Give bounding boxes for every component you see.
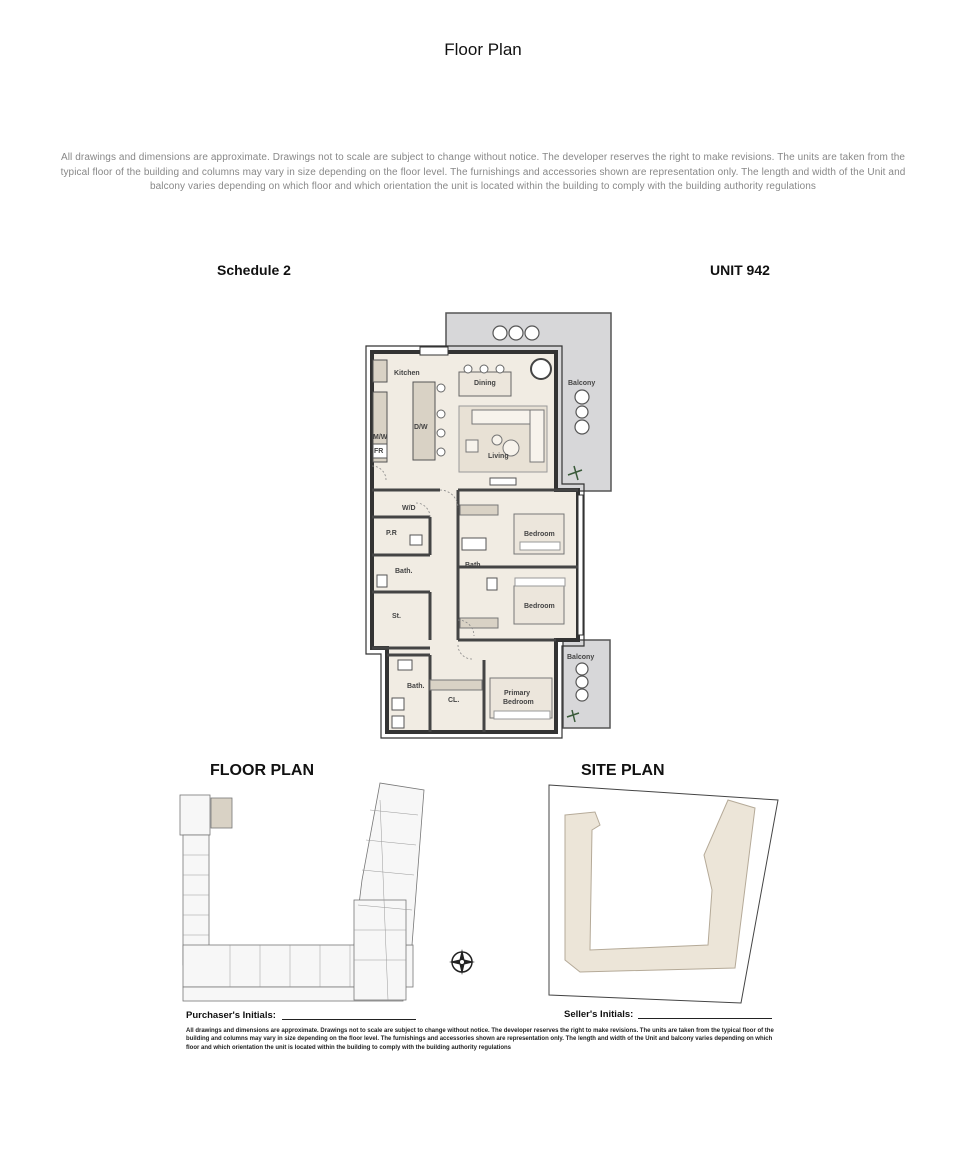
seller-initials-line[interactable] <box>638 1018 772 1019</box>
purchaser-initials-label: Purchaser's Initials: <box>186 1010 276 1021</box>
label-dw: D/W <box>414 424 428 431</box>
label-primary-1: Primary <box>504 690 531 697</box>
label-balcony-top: Balcony <box>568 380 596 387</box>
seller-initials-label: Seller's Initials: <box>564 1009 634 1020</box>
schedule-label: Schedule 2 <box>217 262 291 278</box>
label-living: Living <box>488 453 509 460</box>
page-title: Floor Plan <box>444 40 522 59</box>
label-bath-mid: Bath. <box>465 562 483 569</box>
label-dining: Dining <box>474 380 496 387</box>
floor-plan-heading: FLOOR PLAN <box>210 762 314 779</box>
label-pr: P.R <box>386 530 397 537</box>
unit-label: UNIT 942 <box>710 262 770 278</box>
purchaser-initials-line[interactable] <box>282 1019 416 1020</box>
label-kitchen: Kitchen <box>394 370 420 377</box>
label-bath-left: Bath. <box>395 568 413 575</box>
label-wd: W/D <box>402 505 416 512</box>
label-fr: FR <box>374 448 384 455</box>
label-bedroom-1: Bedroom <box>524 531 555 538</box>
label-bedroom-2: Bedroom <box>524 603 555 610</box>
disclaimer-top: All drawings and dimensions are approximate. Drawings not to scale are subject to change without notice. The developer reserves the right to make revisions. The units are taken from the typical floor of the building and columns may vary in size depending on the floor level. The furnishings and accessories shown are representation only. The length and width of the Unit and balcony varies depending on which floor and which orientation the unit is located within the building to comply with the building authority regulations <box>60 152 906 192</box>
label-mw: M/W <box>373 434 388 441</box>
label-balcony-bottom: Balcony <box>567 654 595 661</box>
label-bath-primary: Bath. <box>407 683 425 690</box>
label-closet: CL. <box>448 697 460 704</box>
site-plan-heading: SITE PLAN <box>581 762 665 779</box>
disclaimer-bottom: All drawings and dimensions are approximate. Drawings not to scale are subject to change without notice. The developer reserves the right to make revisions. The units are taken from the typical floor of the building and columns may vary in size depending on the floor level. The furnishings and accessories shown are representation only. The length and width of the Unit and balcony varies depending on which floor and which orientation the unit is located within the building to comply with the building authority regulations <box>186 1028 774 1051</box>
label-storage: St. <box>392 613 401 620</box>
label-primary-2: Bedroom <box>503 699 534 706</box>
